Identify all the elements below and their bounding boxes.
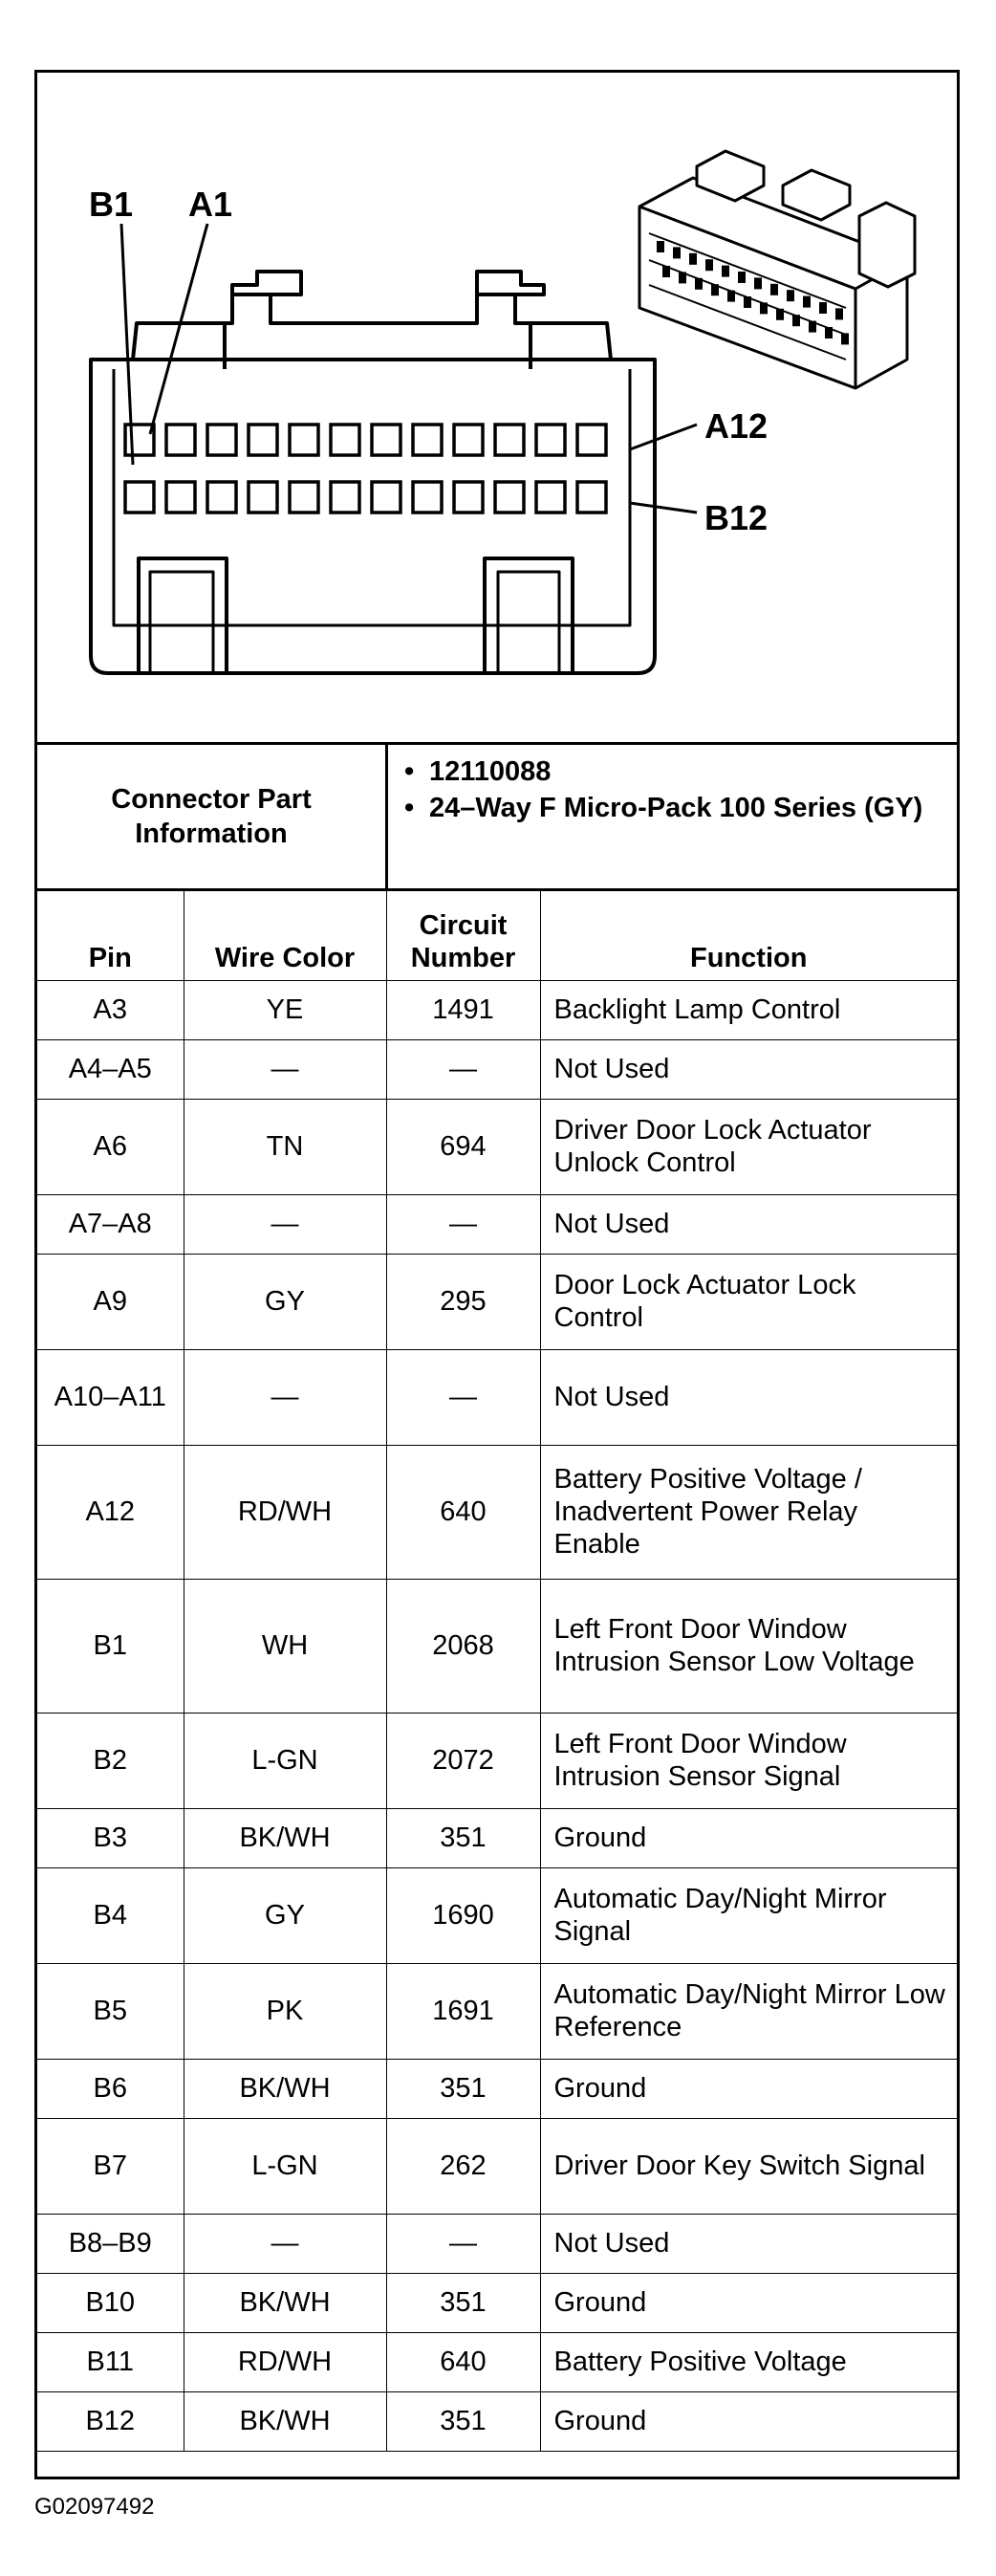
pinout-table [37, 888, 957, 2452]
cell-wire-color: BK/WH [184, 1808, 386, 1867]
cell-circuit-number: 262 [386, 2118, 540, 2214]
mini-pin [662, 266, 670, 277]
cell-function: Left Front Door Window Intrusion Sensor Low Voltage [540, 1579, 957, 1713]
cell-wire-color: — [184, 1039, 386, 1099]
pin-cavity [290, 482, 318, 513]
cell-wire-color: — [184, 1194, 386, 1254]
cell-circuit-number: — [386, 2214, 540, 2273]
mini-pin [776, 309, 784, 320]
cell-wire-color: RD/WH [184, 2332, 386, 2391]
mini-pin [841, 333, 849, 344]
table-row [37, 1039, 957, 1099]
cell-pin: A6 [37, 1099, 184, 1194]
figure-code: G02097492 [34, 2494, 155, 2520]
connector-info-item [401, 791, 936, 825]
cell-wire-color: RD/WH [184, 1445, 386, 1579]
cell-pin: B8–B9 [37, 2214, 184, 2273]
table-row [37, 2214, 957, 2273]
cell-circuit-number: 640 [386, 1445, 540, 1579]
pin-cavity [372, 425, 401, 455]
table-row [37, 980, 957, 1039]
cell-function: Battery Positive Voltage / Inadvertent Power Relay Enable [540, 1445, 957, 1579]
label-b1: B1 [89, 185, 134, 224]
cell-function: Not Used [540, 1349, 957, 1445]
connector-part-information [37, 745, 957, 891]
cell-wire-color: WH [184, 1579, 386, 1713]
pin-cavity [125, 482, 154, 513]
cell-function: Ground [540, 2273, 957, 2332]
mini-pin [792, 315, 800, 326]
cell-circuit-number: 694 [386, 1099, 540, 1194]
pin-cavity [495, 425, 524, 455]
pin-cavity [536, 482, 565, 513]
mini-pin [787, 290, 794, 301]
cell-circuit-number: 1691 [386, 1963, 540, 2059]
cell-pin: B4 [37, 1867, 184, 1963]
cell-function: Backlight Lamp Control [540, 980, 957, 1039]
cell-circuit-number: — [386, 1349, 540, 1445]
pin-cavity [249, 425, 277, 455]
cell-function: Automatic Day/Night Mirror Signal [540, 1867, 957, 1963]
bullet-icon: • [404, 793, 415, 823]
cell-wire-color: YE [184, 980, 386, 1039]
cell-function: Not Used [540, 1039, 957, 1099]
table-row [37, 2059, 957, 2118]
table-row [37, 2273, 957, 2332]
mini-pin [744, 296, 751, 308]
cell-function: Ground [540, 2391, 957, 2451]
cell-pin: B3 [37, 1808, 184, 1867]
connector-description: 24–Way F Micro-Pack 100 Series (GY) [429, 793, 923, 823]
cell-pin: A3 [37, 980, 184, 1039]
connector-sheet [34, 70, 960, 2479]
mini-pin [825, 327, 833, 338]
cell-circuit-number: 640 [386, 2332, 540, 2391]
table-row [37, 1579, 957, 1713]
cell-wire-color: BK/WH [184, 2391, 386, 2451]
cell-wire-color: BK/WH [184, 2273, 386, 2332]
cell-pin: B6 [37, 2059, 184, 2118]
table-row [37, 1445, 957, 1579]
pin-cavity [372, 482, 401, 513]
bullet-icon: • [404, 756, 415, 787]
cell-pin: B2 [37, 1713, 184, 1808]
cell-wire-color: TN [184, 1099, 386, 1194]
label-b12: B12 [704, 498, 769, 537]
cell-wire-color: — [184, 2214, 386, 2273]
cell-pin: A4–A5 [37, 1039, 184, 1099]
pin-cavity [166, 425, 195, 455]
cell-circuit-number: 351 [386, 2273, 540, 2332]
cell-function: Driver Door Lock Actuator Unlock Control [540, 1099, 957, 1194]
mini-pin [727, 291, 735, 302]
cell-wire-color: — [184, 1349, 386, 1445]
connector-info-item [401, 754, 936, 789]
pin-cavity [166, 482, 195, 513]
cell-pin: B7 [37, 2118, 184, 2214]
header-wire-color: Wire Color [184, 888, 386, 980]
cell-pin: B11 [37, 2332, 184, 2391]
cell-circuit-number: 1690 [386, 1867, 540, 1963]
table-row [37, 2332, 957, 2391]
pin-cavity [125, 425, 154, 455]
pin-cavity [454, 425, 483, 455]
pin-cavity [536, 425, 565, 455]
table-row [37, 1963, 957, 2059]
mini-pin [695, 278, 703, 290]
cell-circuit-number: 351 [386, 1808, 540, 1867]
table-row [37, 1808, 957, 1867]
mini-pin [803, 296, 811, 308]
mini-pin [760, 302, 768, 314]
cell-pin: B10 [37, 2273, 184, 2332]
header-circuit-number: Circuit Number [386, 888, 540, 980]
mini-pin [809, 321, 816, 333]
cell-pin: A9 [37, 1254, 184, 1349]
cell-wire-color: BK/WH [184, 2059, 386, 2118]
pin-cavity [249, 482, 277, 513]
pin-cavity [454, 482, 483, 513]
table-row [37, 1349, 957, 1445]
mini-pin [835, 308, 843, 319]
pin-cavity [577, 425, 606, 455]
connector-diagram [37, 73, 957, 745]
cell-circuit-number: 351 [386, 2391, 540, 2451]
table-row [37, 1099, 957, 1194]
cell-wire-color: GY [184, 1867, 386, 1963]
cell-function: Automatic Day/Night Mirror Low Reference [540, 1963, 957, 2059]
pin-cavity [331, 482, 359, 513]
pin-cavity [495, 482, 524, 513]
cell-circuit-number: 2072 [386, 1713, 540, 1808]
mini-pin [711, 284, 719, 295]
pin-cavity [290, 425, 318, 455]
cell-pin: B12 [37, 2391, 184, 2451]
mini-pin [819, 302, 827, 314]
mini-pin [722, 266, 729, 277]
table-header-row [37, 888, 957, 980]
cell-function: Ground [540, 1808, 957, 1867]
table-row [37, 1194, 957, 1254]
pin-cavity [413, 482, 442, 513]
mini-pin [754, 277, 762, 289]
cell-pin: B1 [37, 1579, 184, 1713]
mini-pin [679, 272, 686, 283]
table-row [37, 2118, 957, 2214]
cell-function: Door Lock Actuator Lock Control [540, 1254, 957, 1349]
label-a12: A12 [704, 406, 769, 446]
cell-pin: A12 [37, 1445, 184, 1579]
connector-info-title: Connector Part Information [37, 745, 388, 888]
cell-pin: B5 [37, 1963, 184, 2059]
pin-cavity [331, 425, 359, 455]
pin-cavity [413, 425, 442, 455]
label-a1: A1 [188, 185, 233, 224]
table-row [37, 1867, 957, 1963]
mini-pin [705, 259, 713, 271]
table-row [37, 1713, 957, 1808]
header-function: Function [540, 888, 957, 980]
cell-circuit-number: 2068 [386, 1579, 540, 1713]
header-pin: Pin [37, 888, 184, 980]
cell-pin: A10–A11 [37, 1349, 184, 1445]
cell-function: Left Front Door Window Intrusion Sensor Signal [540, 1713, 957, 1808]
cell-function: Driver Door Key Switch Signal [540, 2118, 957, 2214]
table-row [37, 1254, 957, 1349]
connector-face-drawing [37, 73, 957, 742]
cell-function: Battery Positive Voltage [540, 2332, 957, 2391]
cell-wire-color: L-GN [184, 1713, 386, 1808]
pin-cavity [577, 482, 606, 513]
table-row [37, 2391, 957, 2451]
cell-circuit-number: — [386, 1194, 540, 1254]
mini-pin [657, 241, 664, 252]
mini-pin [673, 247, 681, 258]
cell-circuit-number: — [386, 1039, 540, 1099]
cell-wire-color: L-GN [184, 2118, 386, 2214]
pin-cavity [207, 482, 236, 513]
mini-pin [689, 253, 697, 265]
pin-cavity [207, 425, 236, 455]
cell-wire-color: GY [184, 1254, 386, 1349]
mini-pin [738, 272, 746, 283]
cell-circuit-number: 295 [386, 1254, 540, 1349]
part-number: 12110088 [429, 756, 552, 787]
cell-circuit-number: 1491 [386, 980, 540, 1039]
cell-function: Not Used [540, 2214, 957, 2273]
cell-wire-color: PK [184, 1963, 386, 2059]
cell-circuit-number: 351 [386, 2059, 540, 2118]
cell-function: Ground [540, 2059, 957, 2118]
connector-info-list [401, 754, 936, 827]
cell-function: Not Used [540, 1194, 957, 1254]
cell-pin: A7–A8 [37, 1194, 184, 1254]
mini-pin [770, 284, 778, 295]
